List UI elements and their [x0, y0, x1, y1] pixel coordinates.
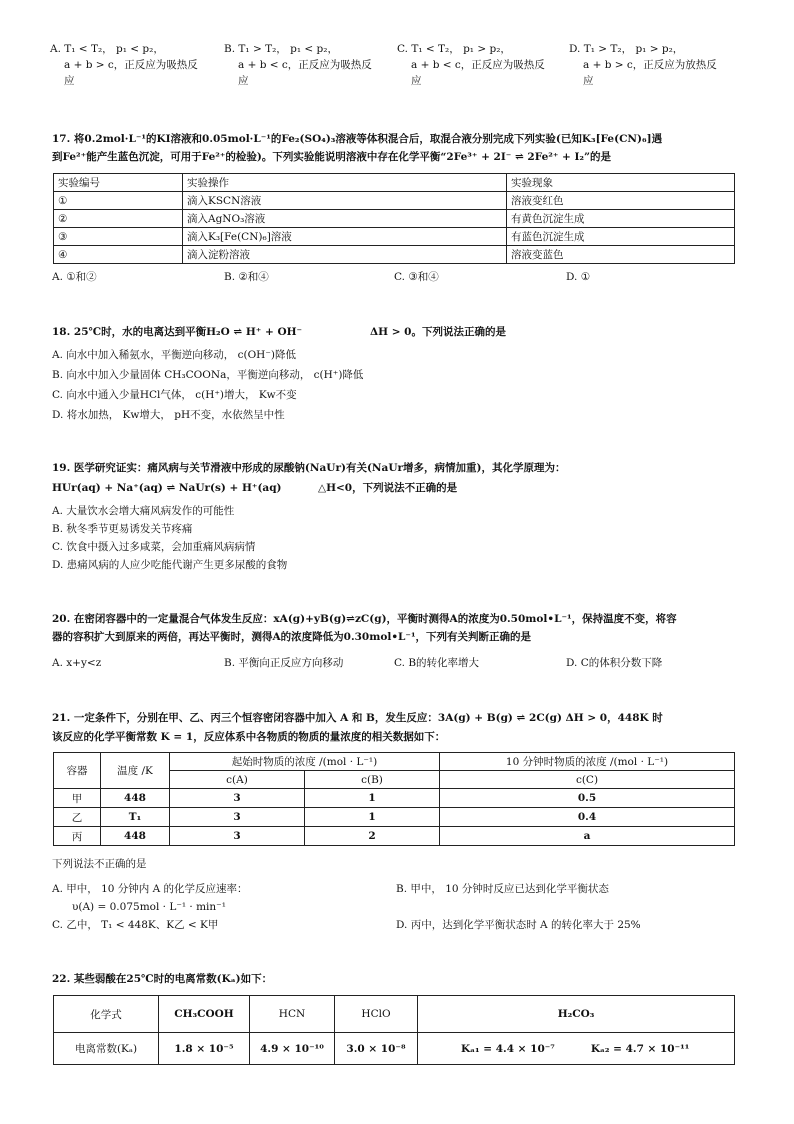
table-row	[54, 827, 735, 846]
q20-option-c: C. B的转化率增大	[394, 657, 480, 669]
table-cell: 3	[170, 789, 305, 808]
q22-stem: 22. 某些弱酸在25℃时的电离常数(Kₐ)如下：	[52, 973, 273, 985]
table-cell: 有蓝色沉淀生成	[507, 228, 735, 246]
table-cell: 0.4	[440, 808, 735, 827]
q22-header-h2co3: H₂CO₃	[418, 996, 735, 1033]
q19-equation: HUr(aq) + Na⁺(aq) ⇌ NaUr(s) + H⁺(aq)	[52, 482, 282, 494]
table-cell: 448	[101, 789, 170, 808]
q16-option-a-line3: 应	[64, 75, 75, 87]
table-cell: a	[440, 827, 735, 846]
table-cell: 丙	[54, 827, 101, 846]
table-cell: 甲	[54, 789, 101, 808]
q16-option-d-line3: 应	[583, 75, 594, 87]
q21-header-cc: c(C)	[440, 771, 735, 789]
q20-option-a: A. x+y<z	[52, 657, 102, 669]
table-row	[54, 228, 735, 246]
q16-option-d-line2: a + b > c，正反应为放热反	[583, 59, 717, 71]
table-cell: ①	[54, 192, 183, 210]
q17-stem-line2: 到Fe²⁺能产生蓝色沉淀，可用于Fe²⁺的检验)。下列实验能说明溶液中存在化学平衡“2Fe³⁺ + 2I⁻ ⇌ 2Fe²⁺ + I₂”的是	[52, 151, 612, 163]
table-cell: 1	[305, 808, 440, 827]
q19-stem-line1: 19. 医学研究证实：痛风病与关节滑液中形成的尿酸钠(NaUr)有关(NaUr增多，病情加重)，其化学原理为：	[52, 462, 566, 474]
q16-option-a-line1: A. T₁ < T₂， p₁ < p₂，	[50, 43, 164, 55]
q17-option-a: A. ①和②	[52, 271, 97, 283]
table-cell: T₁	[101, 808, 170, 827]
table-row	[54, 789, 735, 808]
q21-table	[53, 752, 735, 846]
q18-option-b: B. 向水中加入少量固体 CH₃COONa，平衡逆向移动， c(H⁺)降低	[52, 369, 364, 381]
table-cell: 3	[170, 808, 305, 827]
q17-header-id: 实验编号	[54, 174, 183, 192]
q16-option-a-line2: a + b > c，正反应为吸热反	[64, 59, 198, 71]
q17-option-c: C. ③和④	[394, 271, 439, 283]
q18-option-a: A. 向水中加入稀氨水，平衡逆向移动， c(OH⁻)降低	[52, 349, 296, 361]
table-row	[54, 808, 735, 827]
q16-option-b-line2: a + b < c，正反应为吸热反	[238, 59, 372, 71]
q19-option-b: B. 秋冬季节更易诱发关节疼痛	[52, 523, 193, 535]
q21-stem-line1: 21. 一定条件下，分别在甲、乙、丙三个恒容密闭容器中加入 A 和 B，发生反应：3A(g) + B(g) ⇌ 2C(g) ΔH > 0，448K 时	[52, 712, 663, 724]
q17-header-operation: 实验操作	[183, 174, 507, 192]
q22-ka-hclo: 3.0 × 10⁻⁸	[335, 1033, 418, 1065]
q20-option-d: D. C的体积分数下降	[566, 657, 663, 669]
q16-option-d-line1: D. T₁ > T₂， p₁ > p₂，	[569, 43, 684, 55]
q21-option-a-line1: A. 甲中， 10 分钟内 A 的化学反应速率：	[52, 883, 248, 895]
table-cell: ④	[54, 246, 183, 264]
q18-stem: 18. 25℃时，水的电离达到平衡H₂O ⇌ H⁺ + OH⁻	[52, 326, 303, 338]
q18-option-d: D. 将水加热， Kw增大， pH不变，水依然呈中性	[52, 409, 285, 421]
q21-header-cb: c(B)	[305, 771, 440, 789]
table-header-row	[54, 753, 735, 771]
table-row	[54, 1033, 735, 1065]
q22-ka-ch3cooh: 1.8 × 10⁻⁵	[159, 1033, 250, 1065]
q21-header-container: 容器	[54, 753, 101, 789]
q20-stem-line1: 20. 在密闭容器中的一定量混合气体发生反应：xA(g)+yB(g)⇌zC(g)，平衡时测得A的浓度为0.50mol•L⁻¹，保持温度不变，将容	[52, 613, 677, 625]
table-row	[54, 210, 735, 228]
q16-option-b-line3: 应	[238, 75, 249, 87]
q22-header-formula: 化学式	[54, 996, 159, 1033]
q17-option-d: D. ①	[566, 271, 591, 283]
q22-header-hcn: HCN	[250, 996, 335, 1033]
q17-header-phenomenon: 实验现象	[507, 174, 735, 192]
q17-stem-line1: 17. 将0.2mol·L⁻¹的KI溶液和0.05mol·L⁻¹的Fe₂(SO₄)₃溶液等体积混合后，取混合液分别完成下列实验(已知K₃[Fe(CN)₆]遇	[52, 133, 663, 145]
q21-option-d: D. 丙中，达到化学平衡状态时 A 的转化率大于 25%	[396, 919, 641, 931]
table-cell: ③	[54, 228, 183, 246]
q17-table	[53, 173, 735, 264]
q19-option-d: D. 患痛风病的人应少吃能代谢产生更多尿酸的食物	[52, 559, 288, 571]
table-cell: 1	[305, 789, 440, 808]
q22-row-label: 电离常数(Kₐ)	[54, 1033, 159, 1065]
table-cell: 448	[101, 827, 170, 846]
q21-header-ca: c(A)	[170, 771, 305, 789]
table-cell: 滴入淀粉溶液	[183, 246, 507, 264]
table-cell: 溶液变蓝色	[507, 246, 735, 264]
q21-option-b: B. 甲中， 10 分钟时反应已达到化学平衡状态	[396, 883, 609, 895]
q22-header-hclo: HClO	[335, 996, 418, 1033]
q16-option-b-line1: B. T₁ > T₂， p₁ < p₂，	[224, 43, 338, 55]
table-header-row	[54, 996, 735, 1033]
q22-ka-hcn: 4.9 × 10⁻¹⁰	[250, 1033, 335, 1065]
q16-option-c-line2: a + b < c，正反应为吸热反	[411, 59, 545, 71]
q20-stem-line2: 器的容积扩大到原来的两倍，再达平衡时，测得A的浓度降低为0.30mol•L⁻¹，下列有关判断正确的是	[52, 631, 532, 643]
q16-option-c-line3: 应	[411, 75, 422, 87]
q16-option-c-line1: C. T₁ < T₂， p₁ > p₂，	[397, 43, 511, 55]
q18-option-c: C. 向水中通入少量HCl气体， c(H⁺)增大， Kw不变	[52, 389, 297, 401]
q19-option-c: C. 饮食中摄入过多咸菜，会加重痛风病病情	[52, 541, 256, 553]
table-header-row	[54, 174, 735, 192]
q21-prompt: 下列说法不正确的是	[52, 858, 147, 870]
table-cell: 有黄色沉淀生成	[507, 210, 735, 228]
table-row	[54, 246, 735, 264]
table-cell: 溶液变红色	[507, 192, 735, 210]
q21-header-temp: 温度 /K	[101, 753, 170, 789]
q21-header-start: 起始时物质的浓度 /(mol · L⁻¹)	[170, 753, 440, 771]
q19-equation-tail: △H<0，下列说法不正确的是	[318, 482, 458, 494]
q20-option-b: B. 平衡向正反应方向移动	[224, 657, 344, 669]
table-cell: 滴入K₃[Fe(CN)₆]溶液	[183, 228, 507, 246]
table-cell: ②	[54, 210, 183, 228]
q22-table	[53, 995, 735, 1065]
q21-option-c: C. 乙中， T₁ < 448K、K乙 < K甲	[52, 919, 219, 931]
q22-ka2-h2co3: Kₐ₂ = 4.7 × 10⁻¹¹	[573, 1033, 735, 1065]
table-cell: 0.5	[440, 789, 735, 808]
q21-stem-line2: 该反应的化学平衡常数 K = 1，反应体系中各物质的物质的量浓度的相关数据如下：	[52, 731, 446, 743]
table-cell: 滴入KSCN溶液	[183, 192, 507, 210]
q17-option-b: B. ②和④	[224, 271, 269, 283]
q22-ka1-h2co3: Kₐ₁ = 4.4 × 10⁻⁷	[418, 1033, 573, 1065]
q22-header-ch3cooh: CH₃COOH	[159, 996, 250, 1033]
table-cell: 滴入AgNO₃溶液	[183, 210, 507, 228]
q21-option-a-line2: υ(A) = 0.075mol · L⁻¹ · min⁻¹	[72, 901, 226, 913]
table-cell: 乙	[54, 808, 101, 827]
q19-option-a: A. 大量饮水会增大痛风病发作的可能性	[52, 505, 235, 517]
q21-header-ten-min: 10 分钟时物质的浓度 /(mol · L⁻¹)	[440, 753, 735, 771]
table-cell: 2	[305, 827, 440, 846]
table-cell: 3	[170, 827, 305, 846]
table-row	[54, 192, 735, 210]
q18-stem-tail: ΔH > 0。下列说法正确的是	[370, 326, 506, 338]
